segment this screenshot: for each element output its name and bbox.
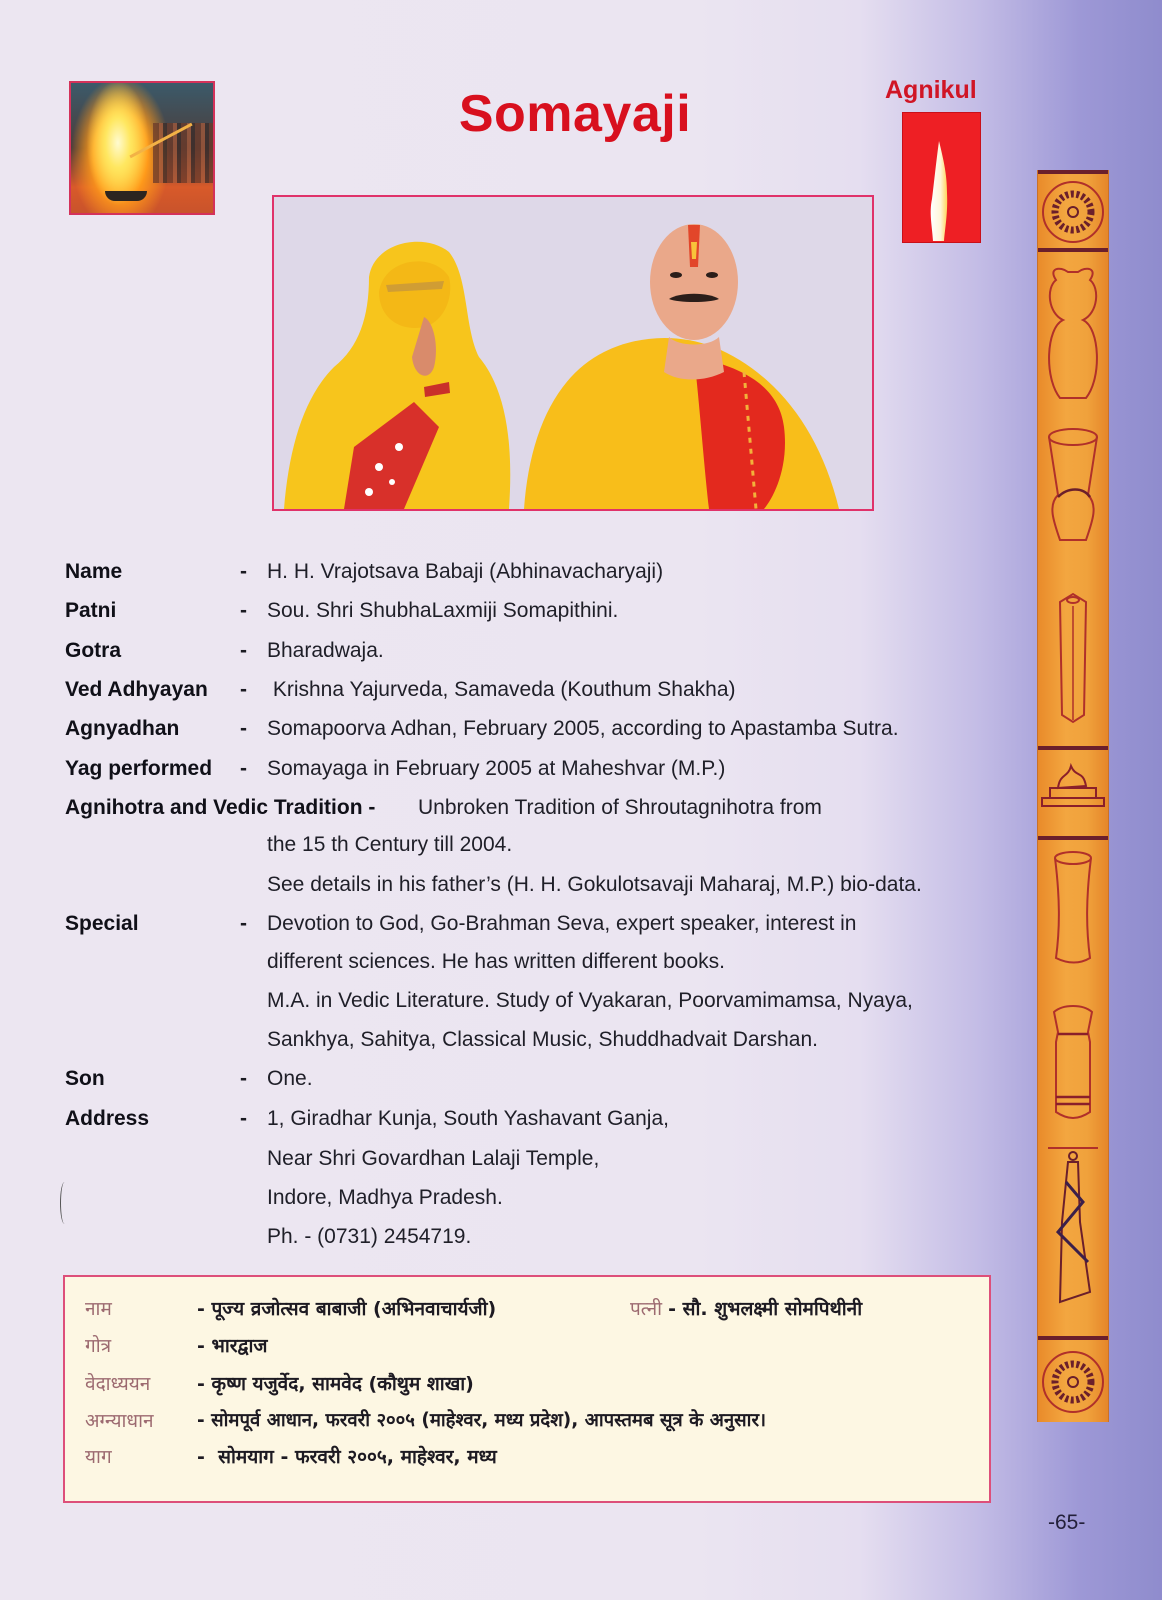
- hindi-value: - पूज्य व्रजोत्सव बाबाजी (अभिनवाचार्यजी): [197, 1298, 497, 1320]
- ritual-vessels-strip: [1037, 170, 1109, 1422]
- detail-value: Krishna Yajurveda, Samaveda (Kouthum Shakha): [267, 678, 736, 701]
- detail-separator: -: [240, 912, 247, 935]
- hindi-label: नाम: [85, 1298, 112, 1320]
- pillar-vessel-icon: [1038, 590, 1108, 730]
- detail-continuation: Near Shri Govardhan Lalaji Temple,: [267, 1147, 600, 1170]
- detail-value: Bharadwaja.: [267, 639, 384, 662]
- flame-emblem: [902, 112, 981, 243]
- jar-vessel-icon: [1038, 1002, 1108, 1132]
- detail-separator: -: [240, 678, 247, 701]
- detail-value: Somayaga in February 2005 at Maheshvar (M.P.): [267, 757, 726, 780]
- strip-divider: [1038, 248, 1108, 252]
- detail-label: Special: [65, 912, 139, 935]
- detail-continuation: M.A. in Vedic Literature. Study of Vyakaran, Poorvamimamsa, Nyaya,: [267, 989, 913, 1012]
- hindi-value: - सोमयाग - फरवरी २००५, माहेश्वर, मध्य: [197, 1446, 497, 1468]
- detail-continuation: Indore, Madhya Pradesh.: [267, 1186, 503, 1209]
- fire-pot: [105, 191, 147, 201]
- strip-divider: [1038, 1336, 1108, 1340]
- hindi-label: गोत्र: [85, 1335, 112, 1357]
- detail-label: Ved Adhyayan: [65, 678, 208, 701]
- page-title: Somayaji: [458, 85, 692, 143]
- hindi-row-yag: [85, 1445, 497, 1469]
- detail-label: Address: [65, 1107, 150, 1130]
- hindi-label: वेदाध्ययन: [85, 1373, 151, 1395]
- hindi-label: याग: [85, 1446, 112, 1468]
- detail-separator: -: [240, 560, 247, 583]
- pot-vessel-icon: [1038, 258, 1108, 418]
- detail-separator: -: [240, 599, 247, 622]
- flame-icon: [903, 113, 980, 242]
- man-figure: [524, 224, 839, 509]
- strip-divider: [1038, 836, 1108, 840]
- hindi-label: अग्न्याधान: [85, 1410, 154, 1432]
- detail-separator: -: [240, 1107, 247, 1130]
- detail-separator: -: [240, 639, 247, 662]
- strip-divider: [1038, 746, 1108, 750]
- detail-label: Agnyadhan: [65, 717, 180, 740]
- detail-value: H. H. Vrajotsava Babaji (Abhinavacharyaji): [267, 560, 664, 583]
- hindi-value: - सोमपूर्व आधान, फरवरी २००५ (माहेश्वर, मध्य प्रदेश), आपस्तमब सूत्र के अनुसार।: [197, 1410, 767, 1431]
- detail-label: Patni: [65, 599, 117, 622]
- ladle-tool-icon: [1038, 1142, 1108, 1332]
- detail-separator: -: [240, 757, 247, 780]
- detail-value: One.: [267, 1067, 313, 1090]
- detail-value: Devotion to God, Go-Brahman Seva, expert speaker, interest in: [267, 912, 857, 935]
- couple-portrait-photo: [272, 195, 874, 511]
- hindi-row-gotra: [85, 1334, 268, 1358]
- detail-separator: -: [240, 1067, 247, 1090]
- portrait-illustration: [274, 197, 872, 509]
- wheel-icon: [1038, 1342, 1108, 1422]
- detail-continuation: different sciences. He has written different books.: [267, 950, 725, 973]
- hindi-value: - सौ. शुभलक्ष्मी सोमपिथीनी: [668, 1298, 863, 1320]
- hindi-value: - कृष्ण यजुर्वेद, सामवेद (कौथुम शाखा): [197, 1373, 474, 1395]
- page-number: -65-: [1048, 1511, 1086, 1534]
- hindi-row-name: [85, 1297, 497, 1321]
- cup-vessel-icon: [1038, 425, 1108, 585]
- drum-vessel-icon: [1038, 848, 1108, 988]
- category-label: Agnikul: [885, 76, 977, 104]
- hindi-row-patni: [630, 1297, 862, 1321]
- detail-continuation: the 15 th Century till 2004.: [267, 833, 513, 856]
- detail-value: Unbroken Tradition of Shroutagnihotra from: [418, 796, 822, 819]
- detail-label: Son: [65, 1067, 105, 1090]
- hindi-value: - भारद्वाज: [197, 1335, 268, 1357]
- woman-figure: [284, 242, 510, 509]
- detail-label: Gotra: [65, 639, 122, 662]
- detail-continuation: Sankhya, Sahitya, Classical Music, Shuddhadvait Darshan.: [267, 1028, 818, 1051]
- detail-label: Yag performed: [65, 757, 213, 780]
- hindi-summary-box: [63, 1275, 991, 1503]
- hindi-label: पत्नी: [630, 1298, 663, 1320]
- detail-value: Sou. Shri ShubhaLaxmiji Somapithini.: [267, 599, 619, 622]
- wheel-icon: [1038, 174, 1108, 254]
- detail-label: Agnihotra and Vedic Tradition -: [65, 796, 376, 819]
- hindi-row-vedadhyayan: [85, 1372, 474, 1396]
- detail-label: Name: [65, 560, 123, 583]
- hindi-row-agnyadhan: [85, 1409, 767, 1433]
- pen-mark: [60, 1182, 69, 1224]
- fire-altar-icon: [1038, 758, 1108, 818]
- detail-value: Somapoorva Adhan, February 2005, according to Apastamba Sutra.: [267, 717, 899, 740]
- detail-separator: -: [240, 717, 247, 740]
- detail-value: 1, Giradhar Kunja, South Yashavant Ganja,: [267, 1107, 669, 1130]
- detail-continuation: Ph. - (0731) 2454719.: [267, 1225, 472, 1248]
- detail-continuation: See details in his father’s (H. H. Gokulotsavaji Maharaj, M.P.) bio-data.: [267, 873, 922, 896]
